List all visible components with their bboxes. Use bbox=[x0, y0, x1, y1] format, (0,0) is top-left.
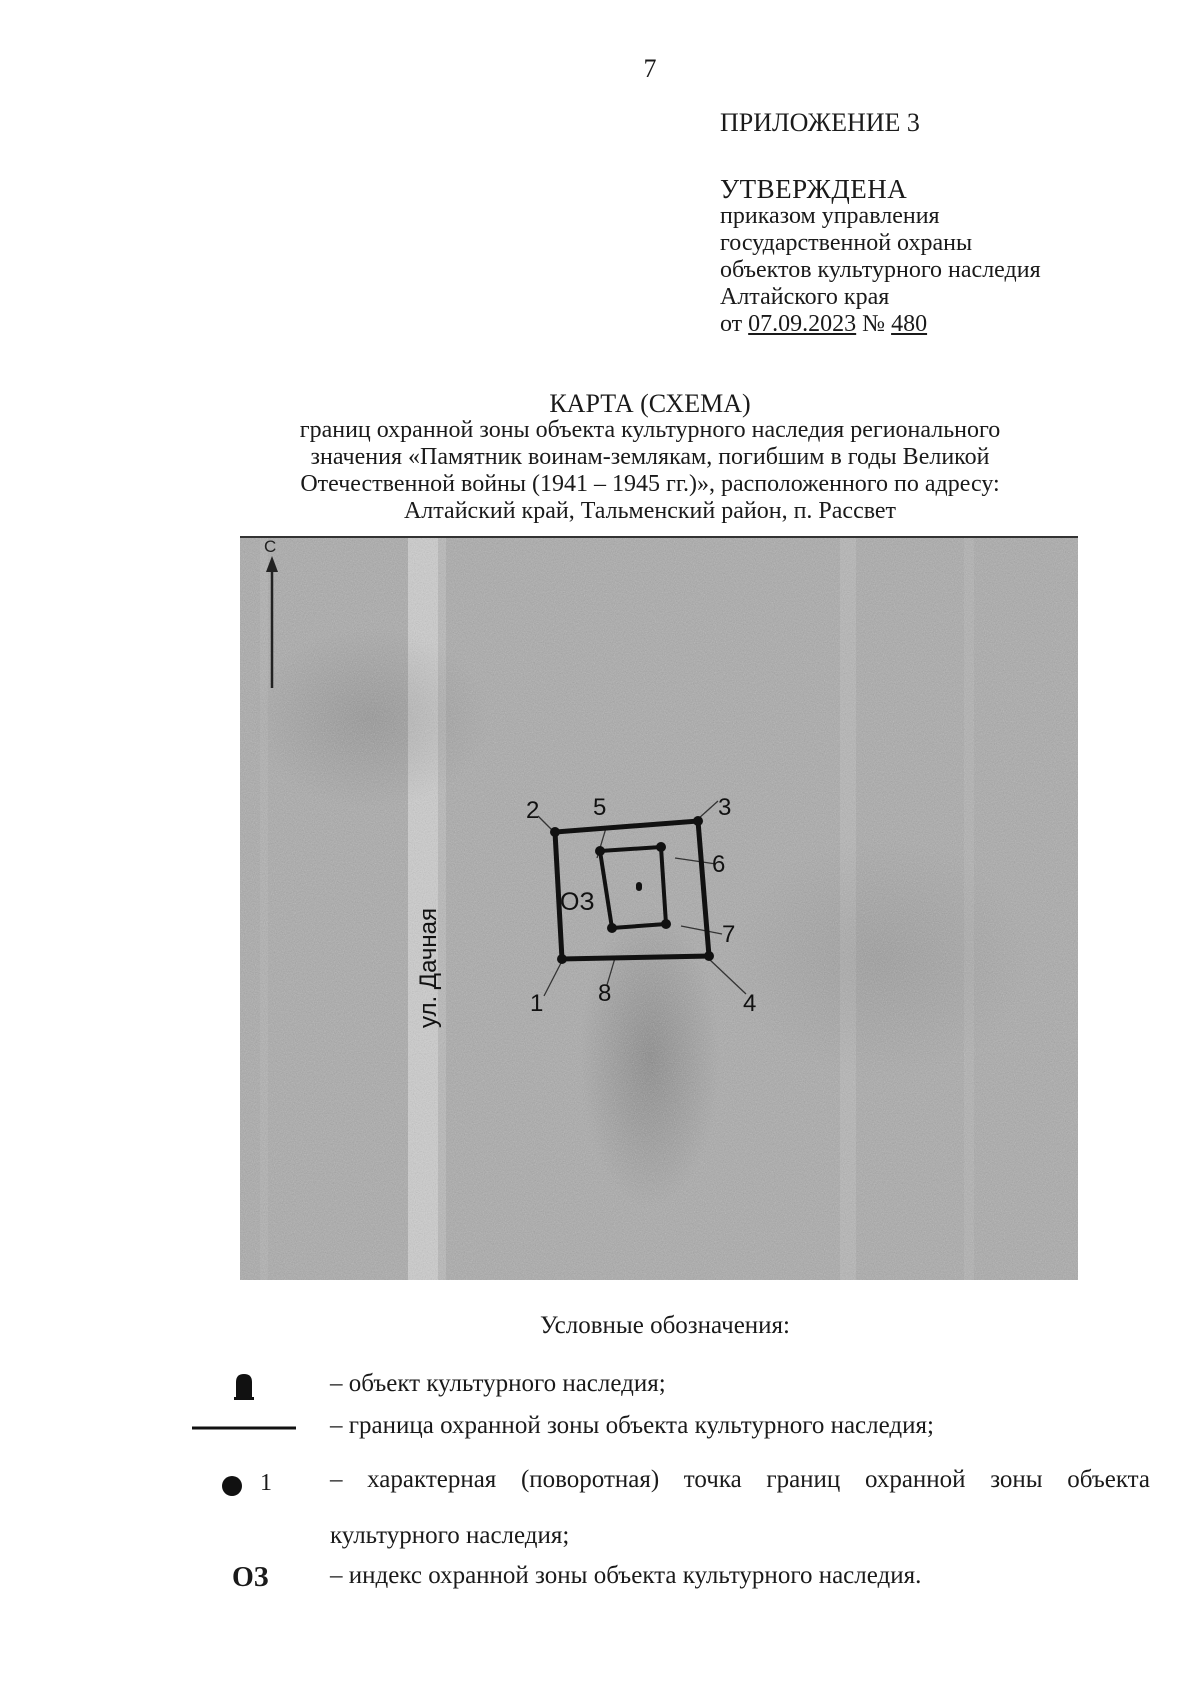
point-1 bbox=[557, 954, 567, 964]
heritage-object-icon bbox=[636, 882, 642, 891]
order-number: 480 bbox=[891, 311, 928, 337]
approval-heading: УТВЕРЖДЕНА bbox=[720, 174, 908, 204]
map-frame bbox=[240, 536, 1078, 1280]
legend-zone-boundary-text: – граница охранной зоны объекта культурного наследия; bbox=[330, 1412, 934, 1439]
page-number: 7 bbox=[643, 54, 657, 83]
point-label-6: 6 bbox=[712, 851, 726, 878]
legend-turning-point-icon bbox=[220, 1474, 244, 1498]
point-label-2: 2 bbox=[526, 797, 540, 824]
point-5 bbox=[595, 846, 605, 856]
approval-line-2: государственной охраны bbox=[720, 230, 973, 256]
date-prefix: от bbox=[720, 311, 743, 337]
approval-date-line bbox=[720, 311, 1041, 338]
point-2 bbox=[550, 827, 560, 837]
zone-index-label: ОЗ bbox=[560, 888, 595, 916]
map-subtitle-line-2: значения «Памятник воинам-землякам, погибшим в годы Великой bbox=[310, 444, 990, 470]
legend-turning-point-number: 1 bbox=[260, 1470, 272, 1496]
approval-line-1: приказом управления bbox=[720, 203, 940, 229]
point-3 bbox=[693, 816, 703, 826]
north-label: С bbox=[264, 538, 277, 556]
legend-title: Условные обозначения: bbox=[539, 1312, 791, 1339]
map-canvas bbox=[240, 538, 1078, 1280]
number-sign: № bbox=[862, 311, 886, 337]
map-grain bbox=[240, 538, 1078, 1280]
appendix-title: ПРИЛОЖЕНИЕ 3 bbox=[720, 108, 920, 137]
map-title: КАРТА (СХЕМА) bbox=[549, 389, 751, 418]
point-label-7: 7 bbox=[722, 921, 736, 948]
legend-heritage-object-text: – объект культурного наследия; bbox=[330, 1370, 666, 1397]
point-label-3: 3 bbox=[718, 794, 732, 821]
order-date: 07.09.2023 bbox=[748, 311, 857, 337]
legend-zone-index-text: – индекс охранной зоны объекта культурного наследия. bbox=[330, 1562, 922, 1589]
map-subtitle-line-1: границ охранной зоны объекта культурного наследия регионального bbox=[299, 417, 1001, 443]
point-label-8: 8 bbox=[598, 980, 612, 1007]
approval-line-4: Алтайского края bbox=[720, 284, 890, 310]
map-subtitle-line-4: Алтайский край, Тальменский район, п. Рассвет bbox=[403, 498, 897, 524]
point-7 bbox=[661, 919, 671, 929]
approval-block bbox=[720, 176, 1041, 338]
street-label: ул. Дачная bbox=[415, 908, 442, 1028]
legend-turning-point-line-2: культурного наследия; bbox=[330, 1522, 570, 1549]
map-subtitle-line-3: Отечественной войны (1941 – 1945 гг.)», расположенного по адресу: bbox=[300, 471, 1000, 497]
legend-zone-index-symbol: ОЗ bbox=[232, 1562, 269, 1593]
legend-turning-point-line-1: – характерная (поворотная) точка границ охранной зоны объекта bbox=[330, 1466, 1150, 1493]
point-6 bbox=[656, 842, 666, 852]
point-label-1: 1 bbox=[530, 990, 544, 1017]
point-8 bbox=[607, 923, 617, 933]
legend-heritage-object-icon bbox=[232, 1372, 256, 1402]
map-heading bbox=[180, 390, 1120, 525]
point-label-5: 5 bbox=[593, 794, 607, 821]
point-4 bbox=[704, 951, 714, 961]
legend-boundary-line-icon bbox=[192, 1424, 296, 1432]
approval-line-3: объектов культурного наследия bbox=[720, 257, 1041, 283]
point-label-4: 4 bbox=[743, 990, 757, 1017]
